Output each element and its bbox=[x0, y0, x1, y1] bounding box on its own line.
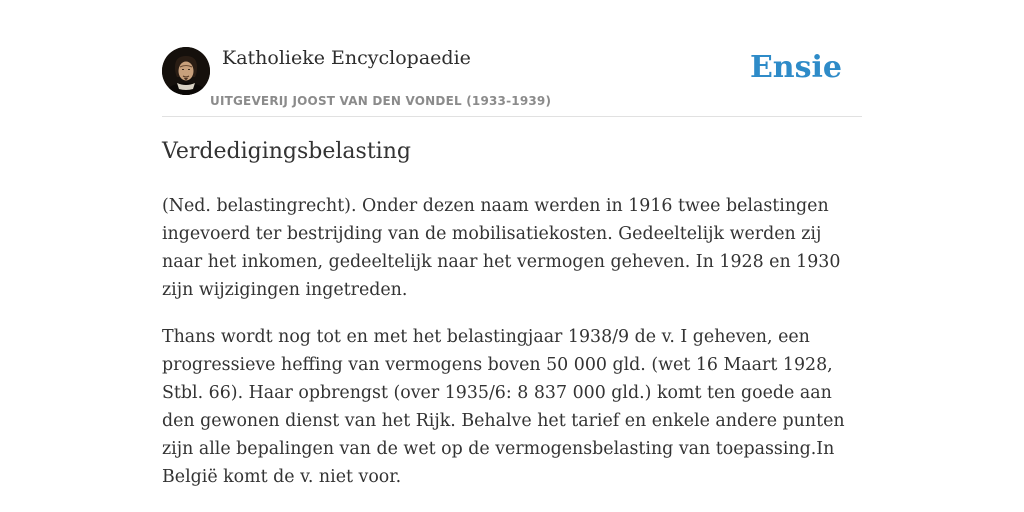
article-body bbox=[162, 192, 862, 510]
article-paragraph-2: Thans wordt nog tot en met het belastingjaar 1938/9 de v. I geheven, een progressieve heffing van vermogens boven 50 000 gld. (wet 16 Maart 1928, Stbl. 66). Haar opbrengst (over 1935/6: 8 837 000 gld.) komt ten goede aan den gewonen dienst van het Rijk. Behalve het tarief en enkele andere punten zijn alle bepalingen van de wet op de vermogensbelasting van toepassing.In België komt de v. niet voor. bbox=[162, 327, 845, 487]
publisher-label: UITGEVERIJ JOOST VAN DEN VONDEL (1933-1939) bbox=[210, 94, 552, 108]
page-title: Verdedigingsbelasting bbox=[162, 139, 411, 164]
article-paragraph-1: (Ned. belastingrecht). Onder dezen naam werden in 1916 twee belastingen ingevoerd ter bestrijding van de mobilisatiekosten. Gedeeltelijk werden zij naar het inkomen, gedeeltelijk naar het vermogen geheven. In 1928 en 1930 zijn wijzigingen ingetreden. bbox=[162, 196, 841, 300]
site-name[interactable]: Katholieke Encyclopaedie bbox=[222, 47, 471, 69]
ensie-logo-link[interactable]: Ensie bbox=[749, 50, 842, 85]
portrait-icon[interactable] bbox=[162, 47, 210, 95]
site-header bbox=[162, 44, 862, 117]
